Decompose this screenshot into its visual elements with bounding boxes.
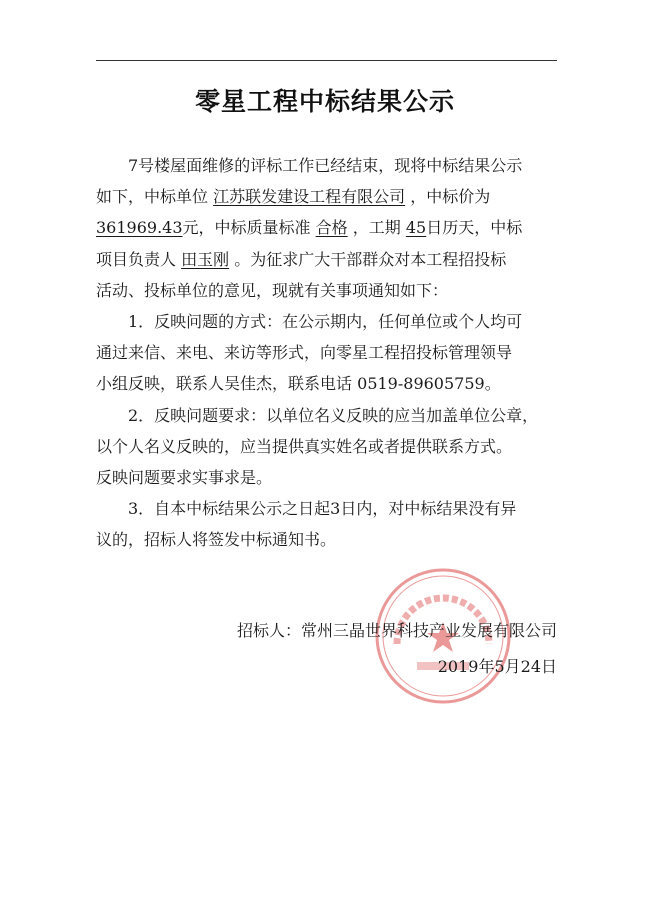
paragraph-line bbox=[96, 212, 562, 243]
text-segment: 。 bbox=[484, 374, 501, 394]
tenderer-line bbox=[96, 613, 557, 649]
winning-price: 361969.43 bbox=[96, 218, 183, 238]
text-segment: 元，中标质量标准 bbox=[182, 218, 311, 238]
item-2-line: 2．反映问题要求：以单位名义反映的应当加盖单位公章， bbox=[128, 405, 539, 425]
quality-standard: 合格 bbox=[315, 218, 348, 238]
item-1-line: 通过来信、来电、来访等形式，向零星工程招投标管理领导 bbox=[96, 343, 513, 363]
text-segment: 。为征求广大干部群众对本工程招投标 bbox=[234, 249, 507, 269]
item-2-line: 以个人名义反映的，应当提供真实姓名或者提供联系方式。 bbox=[96, 436, 513, 456]
item-1-line: 1．反映问题的方式：在公示期内，任何单位或个人均可 bbox=[128, 311, 523, 331]
item-3-line: 议的，招标人将签发中标通知书。 bbox=[96, 530, 337, 550]
header-rule bbox=[96, 60, 557, 61]
text-segment: 小组反映，联系人 bbox=[96, 374, 225, 394]
text-segment: ，中标价为 bbox=[410, 187, 491, 207]
item-3-line: 3．自本中标结果公示之日起3日内，对中标结果没有异 bbox=[128, 499, 517, 519]
paragraph-line: 活动、投标单位的意见，现就有关事项通知如下： bbox=[96, 280, 449, 300]
text-segment: ，联系电话 bbox=[272, 374, 353, 394]
signature-block bbox=[96, 613, 557, 685]
paragraph-line bbox=[96, 244, 562, 275]
contact-phone: 0519-89605759 bbox=[357, 374, 485, 394]
text-segment: 日历天，中标 bbox=[426, 218, 523, 238]
winning-company: 江苏联发建设工程有限公司 bbox=[213, 187, 406, 207]
project-manager: 田玉刚 bbox=[181, 249, 230, 269]
paragraph-line bbox=[96, 181, 562, 212]
tenderer-company: 常州三晶世界科技产业发展有限公司 bbox=[300, 621, 557, 640]
tenderer-label: 招标人： bbox=[236, 621, 301, 640]
text-segment: 项目负责人 bbox=[96, 249, 177, 269]
text-segment: ，工期 bbox=[352, 218, 401, 238]
item-2-line: 反映问题要求实事求是。 bbox=[96, 467, 273, 487]
paragraph-line bbox=[96, 150, 562, 181]
notice-body bbox=[96, 150, 562, 555]
contact-person: 吴佳杰 bbox=[224, 374, 273, 394]
document-title: 零星工程中标结果公示 bbox=[194, 87, 455, 116]
item-1-line bbox=[96, 368, 562, 399]
duration-days: 45 bbox=[405, 218, 427, 238]
text-segment: 的评标工作已经结束，现将中标结果公示 bbox=[234, 156, 523, 175]
text-segment: 如下，中标单位 bbox=[96, 187, 209, 207]
signature-date: 2019年5月24日 bbox=[437, 657, 557, 676]
project-name: 7号楼屋面维修 bbox=[128, 156, 235, 175]
